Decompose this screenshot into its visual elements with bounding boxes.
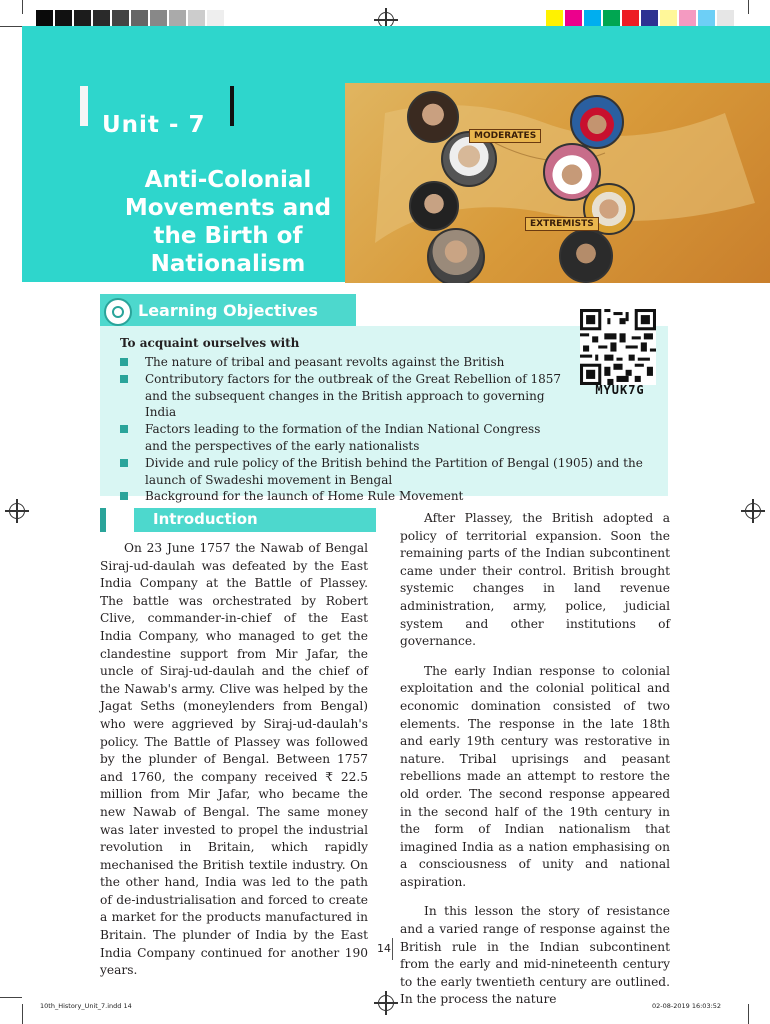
paragraph: In this lesson the story of resistance and a varied range of response against the British rule in the Indian subcontinent from the early and mid-nineteenth century to the early twentieth century are outlined. In the process the nature [400,904,670,1007]
crop-mark [0,997,22,998]
unit-label: Unit - 7 [102,112,206,138]
extremists-label: EXTREMISTS [525,217,599,231]
moderates-label: MODERATES [469,129,541,143]
qr-code[interactable] [580,309,656,393]
target-icon [104,298,132,326]
paragraph: The early Indian response to colonial exploitation and the colonial political and economic domination consisted of two elements. The response in the late 18th and early 19th century was restorative in nature. Tribal uprisings and peasant rebellions made an attempt to restore the old order. The second response appeared in the second half of the 19th century in the form of Indian nationalism that imagined India as a nation emphasising on a consciousness of unity and national aspiration. [400,663,670,889]
crop-mark [748,1004,749,1024]
portrait-leader-4 [427,228,485,283]
introduction-title: Introduction [153,510,258,528]
registration-mark-icon [378,995,394,1011]
introduction-right-column [400,510,670,1021]
crop-mark [22,1004,23,1024]
crop-mark [748,0,749,14]
list-item: Divide and rule policy of the British behind the Partition of Bengal (1905) and the launch of Swadeshi movement in Bengal [120,455,660,489]
learning-objectives-title: Learning Objectives [138,301,318,320]
learning-objectives-list [120,354,660,505]
portrait-leader-8 [559,229,613,283]
learning-objectives-intro: To acquaint ourselves with [120,336,300,350]
nationalist-leaders-collage [345,83,770,283]
list-item: Background for the launch of Home Rule Movement [120,488,660,505]
qr-code-icon [580,309,656,385]
page-number: 14 [377,942,391,955]
footer-file-name: 10th_History_Unit_7.indd 14 [40,1002,132,1010]
printer-color-bar [546,10,736,26]
paragraph: On 23 June 1757 the Nawab of Bengal Siraj-ud-daulah was defeated by the East India Company at the Battle of Plassey. The battle was orchestrated by Robert Clive, commander-in-chief of the East India Company, who managed to get the clandestine support from Mir Jafar, the uncle of Siraj-ud-daulah and the chief of the Nawab's army. Clive was helped by the Jagat Seths (moneylenders from Bengal) who were aggrieved by Siraj-ud-daulah's policy. The Battle of Plassey was followed by the plunder of Bengal. Between 1757 and 1760, the company received ₹ 22.5 million from Mir Jafar, who became the new Nawab of Bengal. The same money was later invested to propel the industrial revolution in Britain, which rapidly mechanised the British textile industry. On the other hand, India was led to the path of de-industrialisation and forced to create a market for the products manufactured in Britain. The plunder of India by the East India Company continued for another 190 years. [100,541,368,978]
portrait-leader-1 [407,91,459,143]
list-item: Contributory factors for the outbreak of the Great Rebellion of 1857 and the subsequent changes in the British approach to governing India [120,371,565,421]
paragraph: After Plassey, the British adopted a policy of territorial expansion. Soon the remaining parts of the Indian subcontinent came under their control. British brought systemic changes in land revenue administration, army, police, judicial system and other institutions of governance. [400,511,670,649]
portrait-leader-5 [570,95,624,149]
list-item: Factors leading to the formation of the Indian National Congress and the perspectives of the early nationalists [120,421,565,455]
portrait-leader-3 [409,181,459,231]
registration-mark-icon [9,503,25,519]
list-item: The nature of tribal and peasant revolts against the British [120,354,565,371]
page-number-divider [392,938,393,960]
crop-mark [22,0,23,14]
qr-code-label: MYUK7G [595,383,645,397]
printer-grayscale-bar [36,10,226,26]
footer-timestamp: 02-08-2019 16:03:52 [652,1002,722,1010]
introduction-left-column [100,540,368,992]
chapter-title: Anti-Colonial Movements and the Birth of Nationalism [124,167,332,277]
crop-mark [0,26,22,27]
registration-mark-icon [745,503,761,519]
